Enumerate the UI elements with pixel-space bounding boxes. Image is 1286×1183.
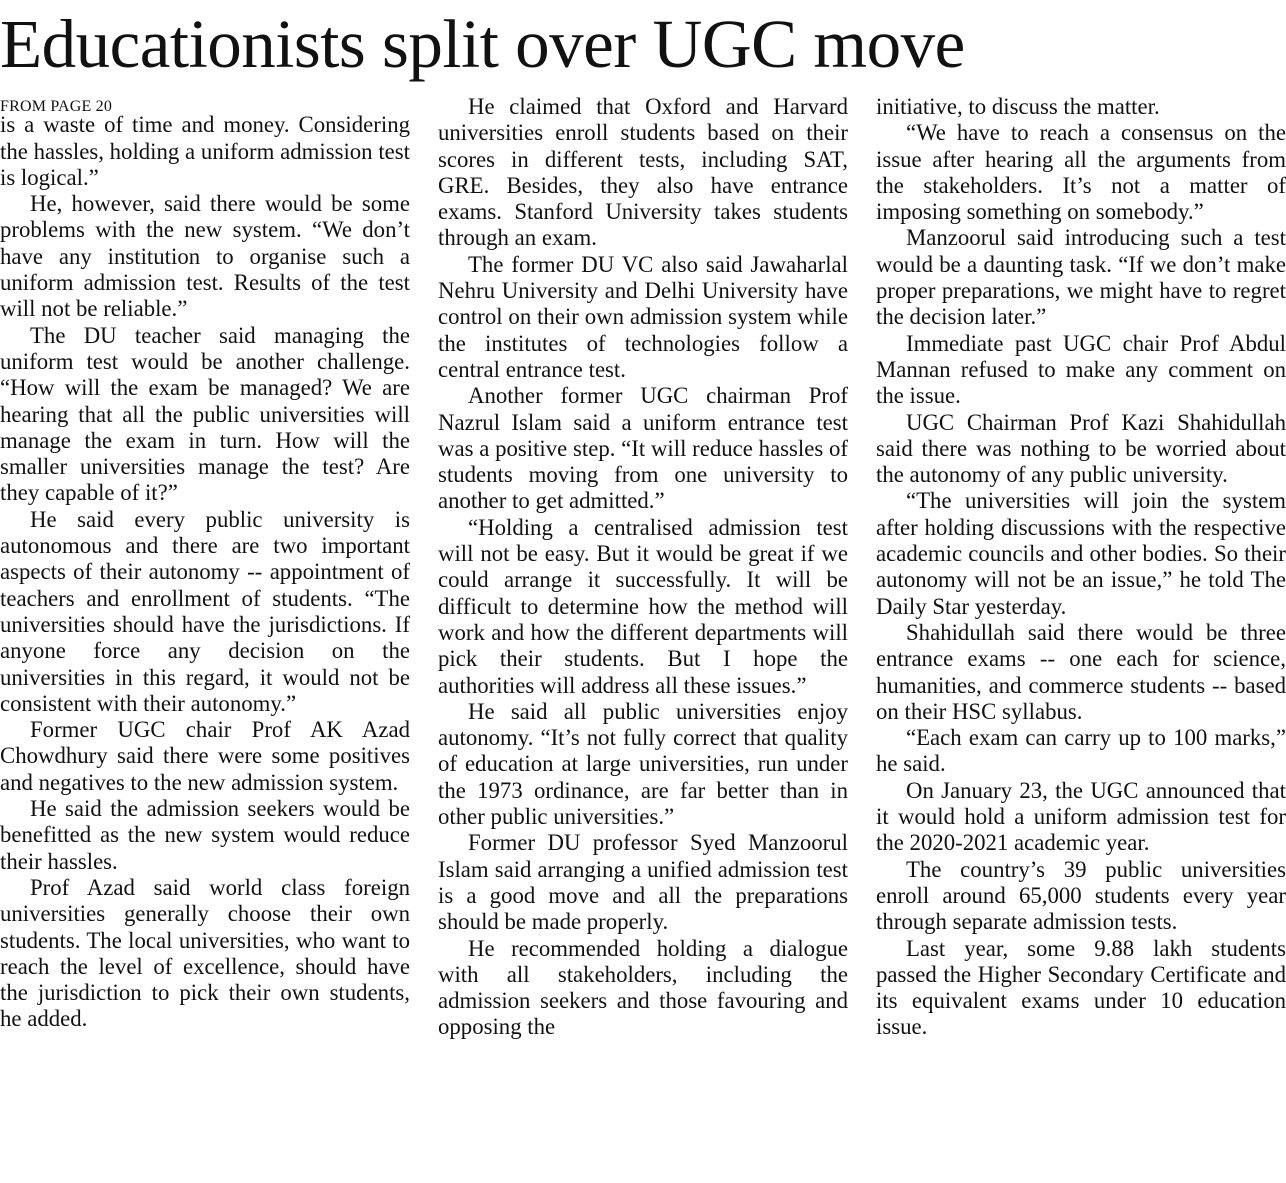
paragraph: “The universities will join the system after holding discussions with the respective academic councils and other bodies. So their autonomy will not be an issue,” he told The Daily Star yesterday. <box>876 488 1286 619</box>
paragraph: is a waste of time and money. Considering the hassles, holding a uniform admission test is logical.” <box>0 112 410 190</box>
paragraph: “Holding a centralised admission test will not be easy. But it would be great if we could arrange it successfully. It will be difficult to determine how the method will work and how the different departments will pick their students. But I hope the authorities will address all these issues.” <box>438 514 848 698</box>
article-column-1 <box>0 94 410 1033</box>
paragraph: He said every public university is autonomous and there are two important aspects of their autonomy -- appointment of teachers and enrollment of students. “The universities should have the jurisdictions. If anyone force any decision on the universities in this regard, it would not be consistent with their autonomy.” <box>0 506 410 716</box>
paragraph: UGC Chairman Prof Kazi Shahidullah said there was nothing to be worried about the autonomy of any public university. <box>876 409 1286 488</box>
paragraph: Former DU professor Syed Manzoorul Islam said arranging a unified admission test is a good move and all the preparations should be made properly. <box>438 830 848 935</box>
paragraph: “We have to reach a consensus on the issue after hearing all the arguments from the stakeholders. It’s not a matter of imposing something on somebody.” <box>876 120 1286 225</box>
paragraph: “Each exam can carry up to 100 marks,” he said. <box>876 725 1286 777</box>
paragraph: On January 23, the UGC announced that it would hold a uniform admission test for the 2020-2021 academic year. <box>876 777 1286 856</box>
paragraph: The former DU VC also said Jawaharlal Nehru University and Delhi University have control on their own admission system while the institutes of technologies follow a central entrance test. <box>438 251 848 382</box>
paragraph: He, however, said there would be some problems with the new system. “We don’t have any institution to organise such a uniform admission test. Results of the test will not be reliable.” <box>0 191 410 322</box>
paragraph: Former UGC chair Prof AK Azad Chowdhury said there were some positives and negatives to the new admission system. <box>0 717 410 795</box>
paragraph: He said all public universities enjoy autonomy. “It’s not fully correct that quality of education at large universities, run under the 1973 ordinance, are far better than in other public universities.” <box>438 698 848 830</box>
paragraph: Prof Azad said world class foreign universities generally choose their own students. The local universities, who want to reach the level of excellence, should have the jurisdiction to pick their own students, he added. <box>0 874 410 1032</box>
paragraph: Manzoorul said introducing such a test would be a daunting task. “If we don’t make proper preparations, we might have to regret the decision later.” <box>876 225 1286 330</box>
paragraph: He recommended holding a dialogue with all stakeholders, including the admission seekers and those favouring and opposing the <box>438 935 848 1040</box>
headline: Educationists split over UGC move <box>0 6 965 82</box>
article-column-2 <box>438 94 848 1041</box>
paragraph: The country’s 39 public universities enroll around 65,000 students every year through separate admission tests. <box>876 856 1286 935</box>
paragraph: Immediate past UGC chair Prof Abdul Mannan refused to make any comment on the issue. <box>876 330 1286 409</box>
paragraph: He claimed that Oxford and Harvard universities enroll students based on their scores in different tests, including SAT, GRE. Besides, they also have entrance exams. Stanford University takes students through an exam. <box>438 94 848 251</box>
paragraph: He said the admission seekers would be benefitted as the new system would reduce their hassles. <box>0 796 410 874</box>
paragraph: Shahidullah said there would be three entrance exams -- one each for science, humanities, and commerce students -- based on their HSC syllabus. <box>876 619 1286 724</box>
paragraph: Last year, some 9.88 lakh students passed the Higher Secondary Certificate and its equivalent exams under 10 education issue. <box>876 935 1286 1040</box>
article-column-3 <box>876 94 1286 1041</box>
paragraph: initiative, to discuss the matter. <box>876 94 1160 119</box>
paragraph: Another former UGC chairman Prof Nazrul Islam said a uniform entrance test was a positive step. “It will reduce hassles of students moving from one university to another to get admitted.” <box>438 383 848 514</box>
paragraph: The DU teacher said managing the uniform test would be another challenge. “How will the exam be managed? We are hearing that all the public universities will manage the exam in turn. How will the smaller universities manage the test? Are they capable of it?” <box>0 322 410 506</box>
jump-line: FROM PAGE 20 <box>0 98 113 115</box>
